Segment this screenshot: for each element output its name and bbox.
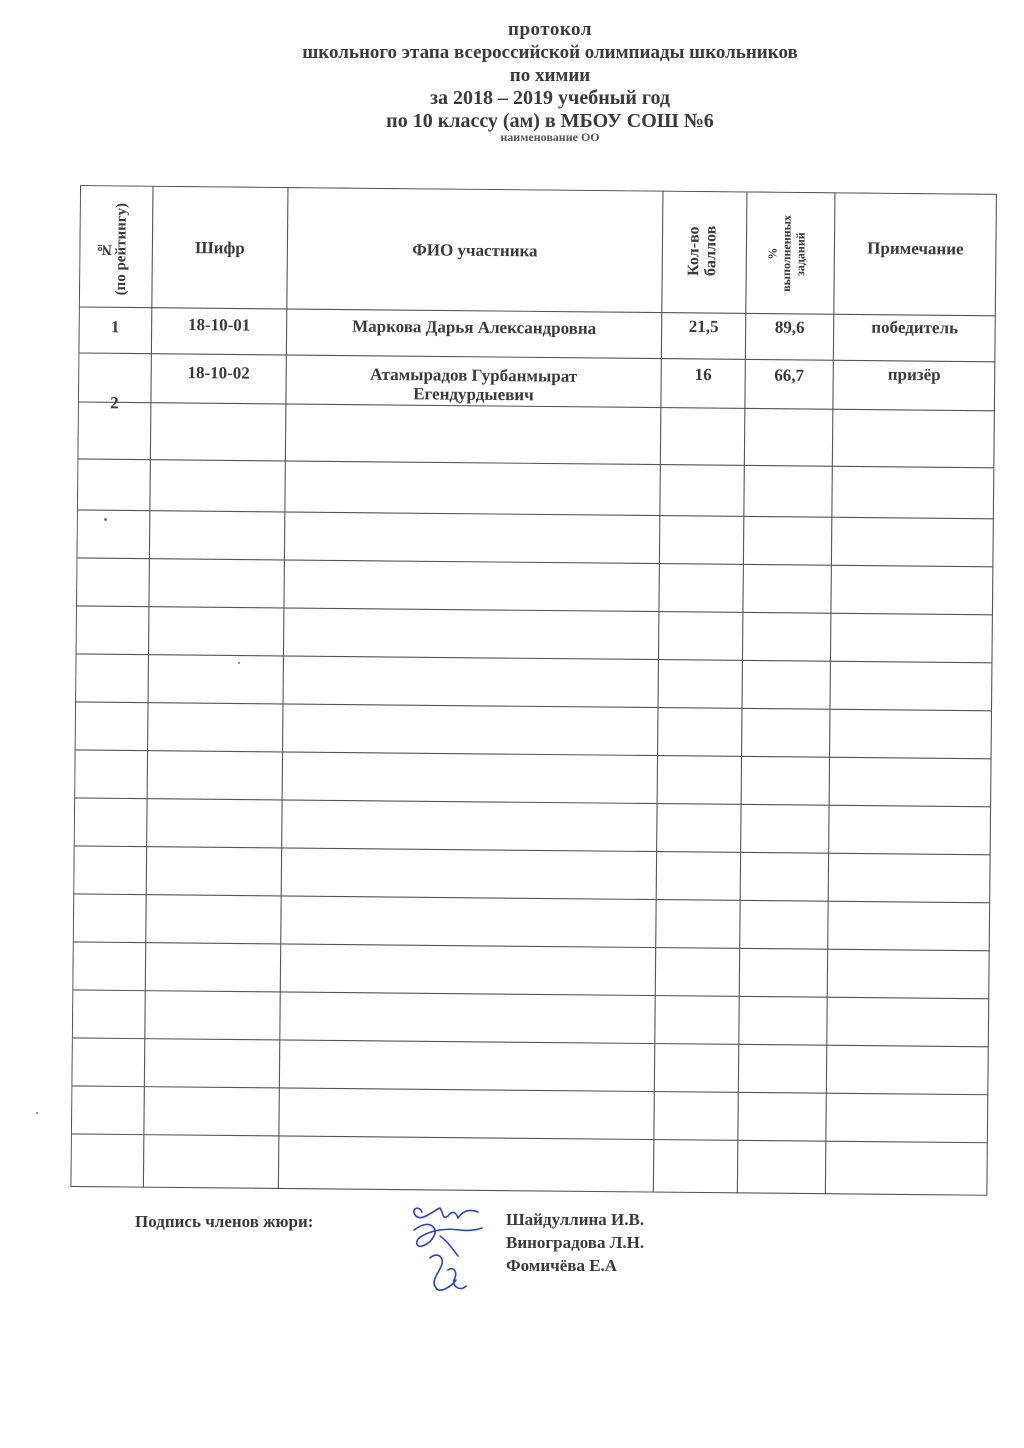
row-2-rank: 2	[110, 393, 119, 413]
header-rank	[96, 199, 135, 299]
header-percent-line2: выполненных	[779, 215, 794, 293]
row-2-name-line1: Атамырадов Гурбанмырат	[370, 364, 578, 386]
header-rank-symbol: №	[96, 241, 113, 258]
row-2-name	[286, 364, 661, 406]
row-1-score: 21,5	[688, 316, 719, 337]
header-cipher: Шифр	[194, 238, 245, 258]
row-1-rank: 1	[110, 317, 120, 337]
header-percent-line3: заданий	[793, 232, 808, 276]
row-2-cipher: 18-10-02	[187, 363, 250, 383]
jury-members	[506, 1208, 644, 1277]
jury-member-3: Фомичёва Е.А	[506, 1256, 618, 1275]
scan-speck	[36, 1112, 38, 1114]
row-2-note: призёр	[887, 364, 941, 385]
row-2-score: 16	[694, 364, 712, 385]
header-score-line2: баллов	[702, 225, 720, 277]
jury-member-2: Виноградова Л.Н.	[506, 1233, 645, 1252]
header-score-line1: Кол-во	[685, 226, 703, 276]
scan-speck	[238, 662, 240, 664]
jury-label: Подпись членов жюри:	[135, 1212, 314, 1231]
header-percent	[765, 200, 816, 308]
title-line-4: за 2018 – 2019 учебный год	[430, 87, 670, 109]
results-table	[70, 185, 998, 1197]
title-line-5: по 10 классу (ам) в МБОУ СОШ №6	[386, 110, 714, 132]
scan-speck	[104, 518, 107, 521]
jury-signature	[400, 1200, 500, 1300]
title-line-3: по химии	[509, 65, 591, 86]
subtitle: наименование ОО	[500, 130, 600, 144]
document-header	[180, 18, 920, 143]
jury-member-1: Шайдуллина И.В.	[506, 1210, 645, 1229]
row-1-note: победитель	[871, 317, 959, 338]
header-name: ФИО участника	[412, 240, 538, 261]
row-1-name: Маркова Дарья Александровна	[352, 316, 597, 338]
title-line-2: школьного этапа всероссийской олимпиады школьников	[302, 42, 798, 63]
header-note: Примечание	[867, 238, 964, 259]
header-rank-caption: (по рейтингу)	[112, 203, 130, 296]
row-1-cipher: 18-10-01	[187, 315, 251, 335]
title-line-1: протокол	[508, 19, 592, 40]
header-percent-sign: %	[765, 247, 780, 260]
row-2-name-line2: Егендурдыевич	[413, 384, 534, 405]
header-score	[685, 201, 726, 301]
row-1-percent: 89,6	[774, 317, 805, 337]
row-2-percent: 66,7	[774, 365, 805, 385]
